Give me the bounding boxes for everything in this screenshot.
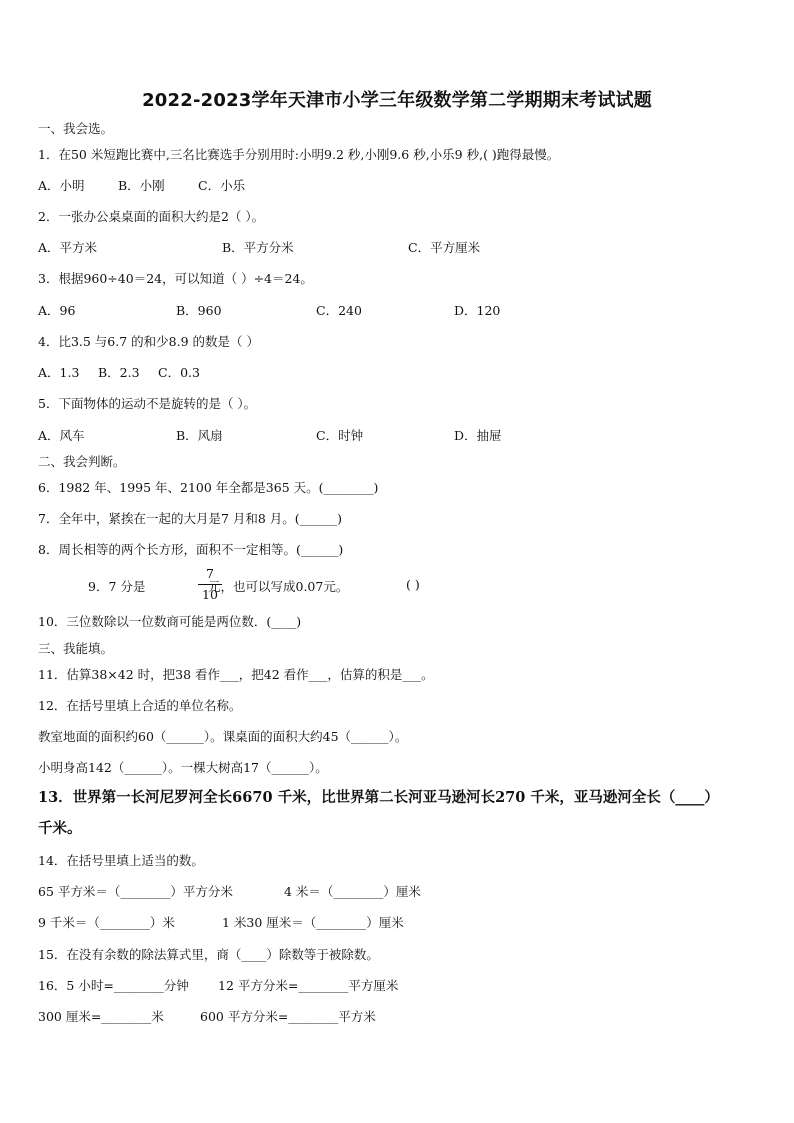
fraction-numerator: 7 xyxy=(206,566,214,581)
section-heading-2: 二、我会判断。 xyxy=(38,454,126,469)
question-3: 3．根据960÷40＝24，可以知道（ ）÷4＝24。 xyxy=(38,271,313,286)
option-c[interactable]: C．时钟 xyxy=(316,428,364,443)
question-9-prefix: 9．7 分是 xyxy=(88,579,146,594)
question-2: 2．一张办公桌桌面的面积大约是2（ ）。 xyxy=(38,209,265,224)
question-3-options xyxy=(38,303,500,319)
option-c[interactable]: C．0.3 xyxy=(158,365,200,380)
question-8: 8．周长相等的两个长方形，面积不一定相等。(______) xyxy=(38,542,344,557)
conversion-item: 4 米＝（________）厘米 xyxy=(284,884,421,899)
question-12-line-1: 教室地面的面积约60（______）。课桌面的面积大约45（______）。 xyxy=(38,729,408,744)
question-13: 13．世界第一长河尼罗河全长6670 千米，比世界第二长河亚马逊河长270 千米，亚马逊河全长（____） xyxy=(38,789,719,806)
answer-blank[interactable]: ( ) xyxy=(406,577,420,592)
question-9-suffix: 元，也可以写成0.07元。 xyxy=(208,579,349,594)
question-16-row-1 xyxy=(38,978,398,994)
option-b[interactable]: B．风扇 xyxy=(176,428,223,443)
question-1-options xyxy=(38,178,245,194)
conversion-item: 16．5 小时=________分钟 xyxy=(38,978,189,993)
question-2-options xyxy=(38,240,480,256)
fraction-denominator: 10 xyxy=(202,587,218,602)
question-4: 4．比3.5 与6.7 的和少8.9 的数是（ ） xyxy=(38,334,259,349)
question-14-row-2 xyxy=(38,915,404,931)
question-5: 5．下面物体的运动不是旋转的是（ ）。 xyxy=(38,396,257,411)
option-a[interactable]: A．96 xyxy=(38,303,76,318)
option-c[interactable]: C．小乐 xyxy=(198,178,246,193)
option-a[interactable]: A．小明 xyxy=(38,178,85,193)
question-13-continued: 千米。 xyxy=(38,820,82,837)
conversion-item: 1 米30 厘米＝（________）厘米 xyxy=(222,915,404,930)
option-b[interactable]: B．960 xyxy=(176,303,222,318)
question-7: 7．全年中，紧挨在一起的大月是7 月和8 月。(______) xyxy=(38,511,343,526)
conversion-item: 9 千米＝（________）米 xyxy=(38,915,175,930)
page-title: 2022-2023学年天津市小学三年级数学第二学期期末考试试题 xyxy=(142,90,652,111)
question-12-line-2: 小明身高142（______）。一棵大树高17（______）。 xyxy=(38,760,328,775)
option-d[interactable]: D．120 xyxy=(454,303,501,318)
question-10: 10．三位数除以一位数商可能是两位数．(____) xyxy=(38,614,302,629)
question-14: 14．在括号里填上适当的数。 xyxy=(38,853,204,868)
question-14-row-1 xyxy=(38,884,421,900)
option-a[interactable]: A．平方米 xyxy=(38,240,98,255)
question-12: 12．在括号里填上合适的单位名称。 xyxy=(38,698,242,713)
question-6: 6．1982 年、1995 年、2100 年全都是365 天。(________) xyxy=(38,480,379,495)
conversion-item: 65 平方米＝（________）平方分米 xyxy=(38,884,233,899)
conversion-item: 300 厘米=________米 xyxy=(38,1009,164,1024)
section-heading-3: 三、我能填。 xyxy=(38,641,114,656)
question-4-options xyxy=(38,365,200,381)
conversion-item: 12 平方分米=________平方厘米 xyxy=(218,978,399,993)
question-9 xyxy=(38,566,738,606)
question-11: 11．估算38×42 时，把38 看作___，把42 看作___，估算的积是___。 xyxy=(38,667,434,682)
question-5-options xyxy=(38,428,502,444)
option-c[interactable]: C．平方厘米 xyxy=(408,240,481,255)
option-c[interactable]: C．240 xyxy=(316,303,362,318)
question-1: 1．在50 米短跑比赛中,三名比赛选手分别用时:小明9.2 秒,小刚9.6 秒,小乐9 秒,( )跑得最慢。 xyxy=(38,147,560,162)
option-a[interactable]: A．1.3 xyxy=(38,365,80,380)
option-d[interactable]: D．抽屉 xyxy=(454,428,502,443)
option-a[interactable]: A．风车 xyxy=(38,428,85,443)
question-15: 15．在没有余数的除法算式里，商（____）除数等于被除数。 xyxy=(38,947,379,962)
section-heading-1: 一、我会选。 xyxy=(38,121,114,136)
conversion-item: 600 平方分米=________平方米 xyxy=(200,1009,376,1024)
question-16-row-2 xyxy=(38,1009,376,1025)
option-b[interactable]: B．小刚 xyxy=(118,178,165,193)
option-b[interactable]: B．平方分米 xyxy=(222,240,294,255)
option-b[interactable]: B．2.3 xyxy=(98,365,140,380)
